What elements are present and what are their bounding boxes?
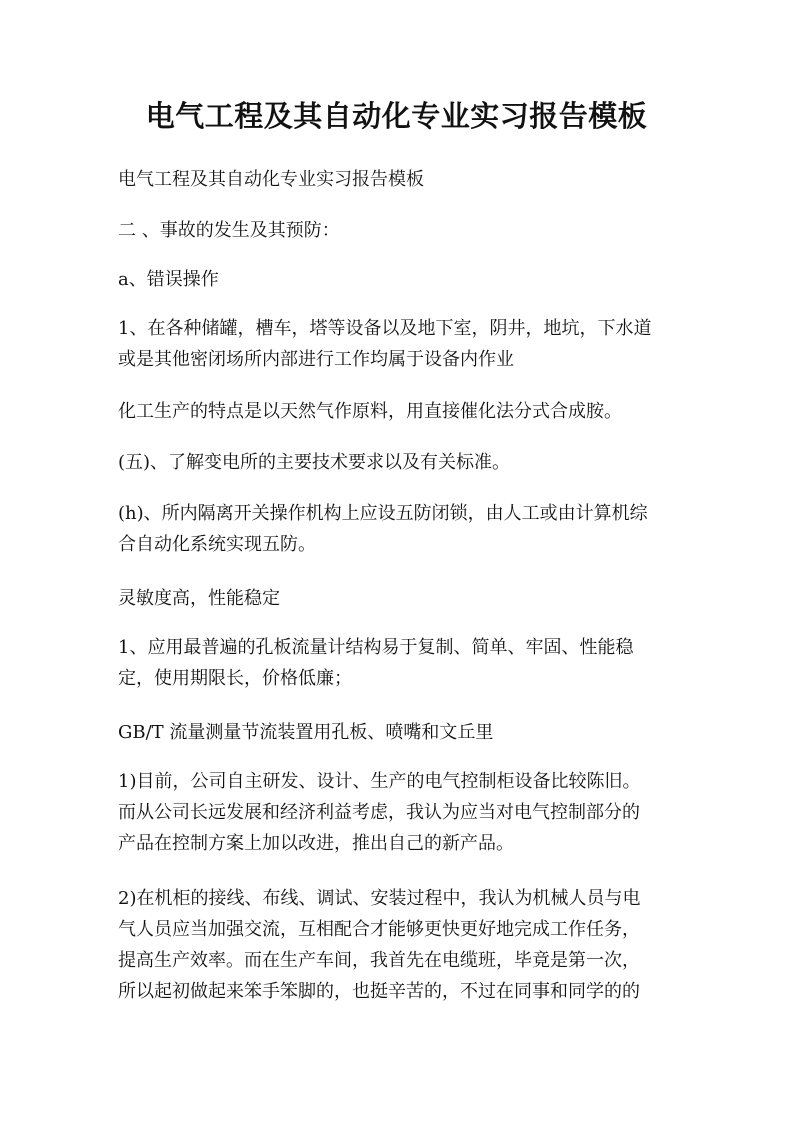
- text-line: 1)目前，公司自主研发、设计、生产的电气控制柜设备比较陈旧。: [118, 771, 641, 792]
- text-line: 灵敏度高，性能稳定: [118, 588, 280, 609]
- text-line: 而从公司长远发展和经济利益考虑，我认为应当对电气控制部分的: [118, 802, 640, 823]
- text-line: 1、应用最普遍的孔板流量计结构易于复制、简单、牢固、性能稳: [118, 637, 634, 658]
- paragraph-chemical: [118, 396, 678, 427]
- paragraph-item-5: [118, 447, 678, 478]
- text-line: 合自动化系统实现五防。: [118, 534, 316, 555]
- paragraph-subtitle: [118, 164, 678, 195]
- document-title: 电气工程及其自动化专业实习报告模板: [145, 99, 648, 133]
- text-line: (五)、了解变电所的主要技术要求以及有关标准。: [118, 452, 511, 473]
- text-line: 气人员应当加强交流，互相配合才能够更快更好地完成工作任务，: [118, 919, 640, 940]
- paragraph-point-1: [118, 766, 678, 859]
- text-line: 所以起初做起来笨手笨脚的，也挺辛苦的，不过在同事和同学的的: [118, 981, 640, 1002]
- text-line: 2)在机柜的接线、布线、调试、安装过程中，我认为机械人员与电: [118, 888, 641, 909]
- text-line: 化工生产的特点是以天然气作原料，用直接催化法分式合成胺。: [118, 401, 622, 422]
- text-line: 1、在各种储罐，槽车，塔等设备以及地下室，阴井，地坑，下水道: [118, 318, 652, 339]
- paragraph-section-heading: [118, 215, 678, 246]
- text-line: 产品在控制方案上加以改进，推出自己的新产品。: [118, 833, 514, 854]
- text-line: a、错误操作: [118, 269, 219, 290]
- paragraph-sensitivity: [118, 583, 678, 614]
- text-line: 电气工程及其自动化专业实习报告模板: [118, 169, 424, 190]
- text-line: GB/T 流量测量节流装置用孔板、喷嘴和文丘里: [118, 722, 494, 743]
- paragraph-standard: [118, 717, 678, 748]
- text-line: 提高生产效率。而在生产车间，我首先在电缆班，毕竟是第一次，: [118, 950, 640, 971]
- text-line: 定，使用期限长，价格低廉；: [118, 668, 352, 689]
- paragraph-item-a: [118, 264, 678, 295]
- text-line: (h)、所内隔离开关操作机构上应设五防闭锁，由人工或由计算机综: [118, 503, 648, 524]
- paragraph-point-2: [118, 883, 678, 1007]
- text-line: 二 、事故的发生及其预防：: [118, 220, 340, 241]
- paragraph-item-h: [118, 498, 678, 560]
- paragraph-item-1: [118, 313, 678, 375]
- text-line: 或是其他密闭场所内部进行工作均属于设备内作业: [118, 349, 514, 370]
- paragraph-orifice: [118, 632, 678, 694]
